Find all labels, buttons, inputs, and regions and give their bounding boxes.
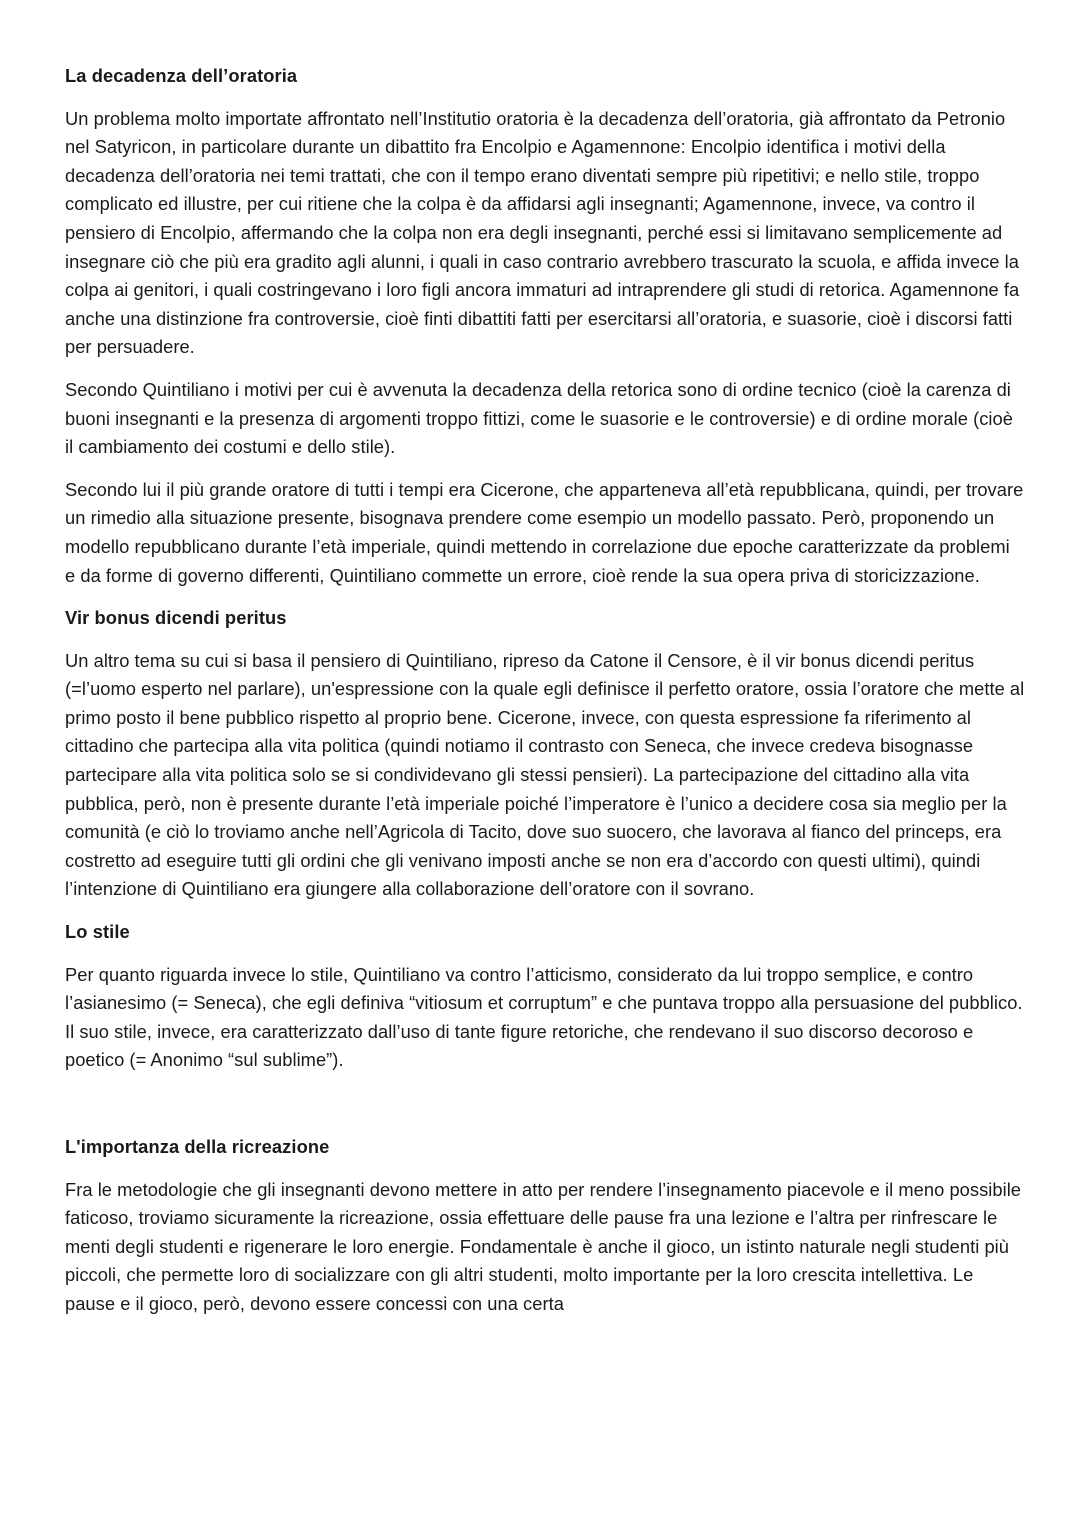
document-page	[65, 62, 1025, 1333]
paragraph-ricreazione-1: Fra le metodologie che gli insegnanti devono mettere in atto per rendere l’insegnamento piacevole e il meno possibile faticoso, troviamo sicuramente la ricreazione, ossia effettuare delle pause fra una lezione e l’altra per rinfrescare le menti degli studenti e rigenerare le loro energie. Fondamentale è anche il gioco, un istinto naturale negli studenti più piccoli, che permette loro di socializzare con gli altri studenti, molto importante per la loro crescita intellettiva. Le pause e il gioco, però, devono essere concessi con una certa	[65, 1178, 1022, 1314]
paragraph-decadenza-3: Secondo lui il più grande oratore di tutti i tempi era Cicerone, che apparteneva all’età repubblicana, quindi, per trovare un rimedio alla situazione presente, bisognava prendere come esempio un modello passato. Però, proponendo un modello repubblicano durante l’età imperiale, quindi mettendo in correlazione due epoche caratterizzate da problemi e da forme di governo differenti, Quintiliano commette un errore, cioè rende la sua opera priva di storicizzazione.	[65, 478, 1024, 586]
paragraph-stile-1: Per quanto riguarda invece lo stile, Quintiliano va contro l’atticismo, considerato da lui troppo semplice, e contro l’asianesimo (= Seneca), che egli definiva “vitiosum et corruptum” e che puntava troppo alla persuasione del pubblico. Il suo stile, invece, era caratterizzato dall’uso di tante figure retoriche, che rendevano il suo discorso decoroso e poetico (= Anonimo “sul sublime”).	[65, 963, 1023, 1071]
section-heading-stile: Lo stile	[65, 921, 130, 943]
section-heading-decadenza: La decadenza dell’oratoria	[65, 65, 298, 86]
blank-line-spacer	[65, 1089, 1025, 1133]
paragraph-decadenza-2: Secondo Quintiliano i motivi per cui è avvenuta la decadenza della retorica sono di ordine tecnico (cioè la carenza di buoni insegnanti e la presenza di argomenti troppo fittizi, come le suasorie e le controversie) e di ordine morale (cioè il cambiamento dei costumi e dello stile).	[65, 378, 1013, 458]
paragraph-vir-bonus-1: Un altro tema su cui si basa il pensiero di Quintiliano, ripreso da Catone il Censore, è il vir bonus dicendi peritus (=l’uomo esperto nel parlare), un'espressione con la quale egli definisce il perfetto oratore, ossia l’oratore che mette al primo posto il bene pubblico rispetto al proprio bene. Cicerone, invece, con questa espressione fa riferimento al cittadino che partecipa alla vita politica (quindi notiamo il contrasto con Seneca, che invece credeva bisognasse partecipare alla vita politica solo se si condividevano gli stessi pensieri). La partecipazione del cittadino alla vita pubblica, però, non è presente durante l’età imperiale poiché l’imperatore è l’unico a decidere cosa sia meglio per la comunità (e ciò lo troviamo anche nell’Agricola di Tacito, dove suo suocero, che lavorava al fianco del princeps, era costretto ad eseguire tutti gli ordini che gli venivano imposti anche se non era d’accordo con questi ultimi), quindi l’intenzione di Quintiliano era giungere alla collaborazione dell’oratore con il sovrano.	[65, 649, 1025, 900]
section-heading-ricreazione: L'importanza della ricreazione	[65, 1136, 330, 1157]
paragraph-decadenza-1: Un problema molto importate affrontato nell’Institutio oratoria è la decadenza dell’oratoria, già affrontato da Petronio nel Satyricon, in particolare durante un dibattito fra Encolpio e Agamennone: Encolpio identifica i motivi della decadenza dell’oratoria nei temi trattati, che con il tempo erano diventati sempre più ripetitivi; e nello stile, troppo complicato ed illustre, per cui ritiene che la colpa è da affidarsi agli insegnanti; Agamennone, invece, va contro il pensiero di Encolpio, affermando che la colpa non era degli insegnanti, perché essi si limitavano semplicemente ad insegnare ciò che più era gradito agli alunni, i quali in caso contrario avrebbero trascurato la scuola, e affida invece la colpa ai genitori, i quali costringevano i loro figli ancora immaturi ad intraprendere gli studi di retorica. Agamennone fa anche una distinzione fra controversie, cioè finti dibattiti fatti per esercitarsi all’oratoria, e suasorie, cioè i discorsi fatti per persuadere.	[65, 107, 1020, 358]
section-heading-vir-bonus: Vir bonus dicendi peritus	[65, 607, 287, 629]
